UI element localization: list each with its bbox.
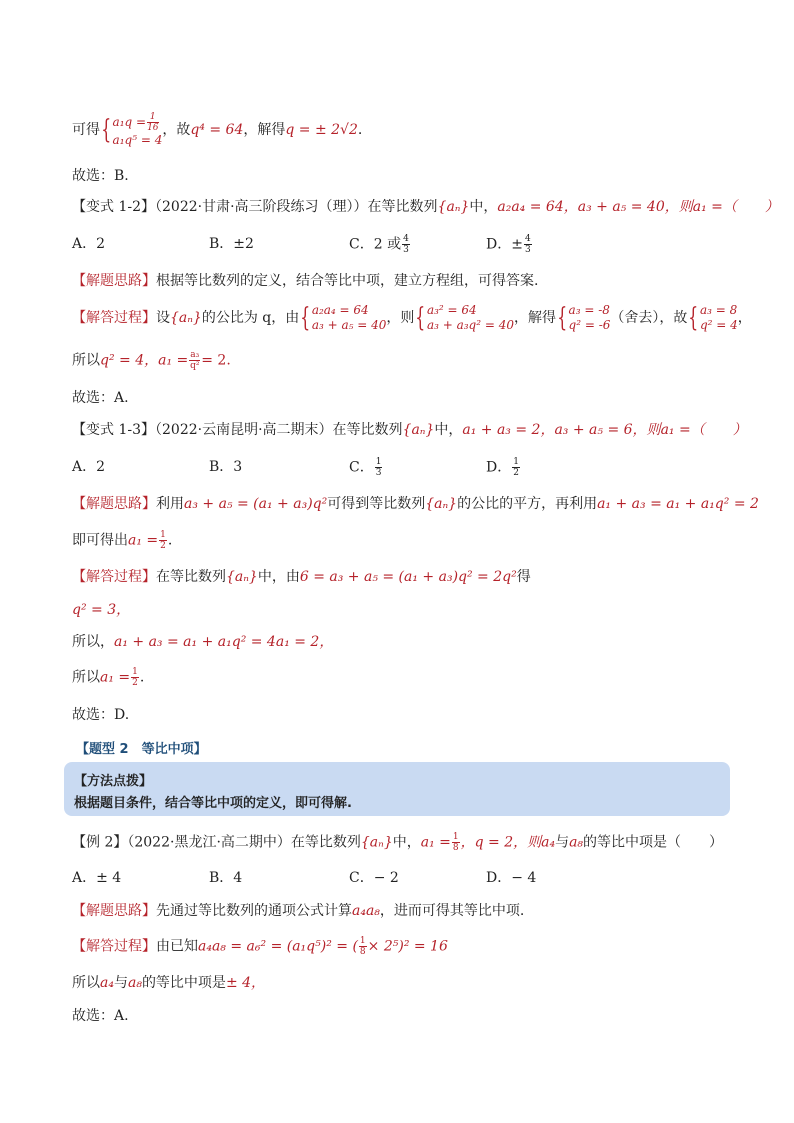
thinking-ex2: 【解题思路】先通过等比数列的通项公式计算a₄a₈，进而可得其等比中项. <box>72 903 525 919</box>
option-a: A．± 4 <box>72 870 122 886</box>
formula: q = ± 2√2 <box>285 122 358 138</box>
option-b: B．±2 <box>209 236 254 252</box>
options-v12 <box>72 234 722 254</box>
solution-v13-2: q² = 3， <box>72 602 131 618</box>
question-v13: 【变式 1-3】（2022·云南昆明·高二期末）在等比数列{aₙ}中，a₁ + a₃ = 2，a₃ + a₅ = 6，则a₁ =（ ） <box>72 422 747 438</box>
option-c: C． $\frac{1}{3}$ <box>349 457 382 478</box>
question-v12: 【变式 1-2】（2022·甘肃·高三阶段练习（理））在等比数列{aₙ}中，a₂a₄ = 64，a₃ + a₅ = 40，则a₁ =（ ） <box>72 199 779 215</box>
option-a: A．2 <box>72 459 106 475</box>
method-tip-box <box>64 762 730 816</box>
fraction: $\frac{1}{16}$ <box>147 112 159 133</box>
solution-ex2: 【解答过程】由已知a₄a₈ = a₆² = (a₁q⁵)² = ( $\frac{1}{8}$ × 2⁵)² = 16 <box>72 936 448 957</box>
formula: q⁴ = 64 <box>190 122 244 138</box>
tip-title: 【方法点拨】 <box>74 774 153 789</box>
solution-v12-2: 所以q² = 4，a₁ = $\frac{\text{a₃}}{\text{q²}}$ = 2. <box>72 350 231 371</box>
solution-ex2-2: 所以a₄与a₈的等比中项是± 4， <box>72 975 266 991</box>
option-d: D．− 4 <box>486 870 537 886</box>
options-ex2 <box>72 868 722 888</box>
text: 可得 <box>72 122 100 138</box>
thinking-v12: 【解题思路】根据等比数列的定义，结合等比中项，建立方程组，可得答案. <box>72 273 539 289</box>
answer-v12: 故选：A. <box>72 390 129 406</box>
solution-v12: 【解答过程】设{aₙ}的公比为 q，由{ a₂a₄ = 64 a₃ + a₅ = 40 ，则{ a₃² = 64 a₃ + a₃q² = 40 ，解得{ a₃ = -8 q² = -6 （舍去），故{ a₃ = 8 q² = 4 ， <box>72 303 752 333</box>
answer-v13: 故选：D. <box>72 707 130 723</box>
option-c: C．2 或 $\frac{4}{3}$ <box>349 234 409 255</box>
option-d: D． $\frac{1}{2}$ <box>486 457 519 478</box>
answer-ex2: 故选：A. <box>72 1008 129 1024</box>
question-tag: 【变式 1-2】 <box>72 199 155 215</box>
option-b: B．4 <box>209 870 243 886</box>
solution-v13-3: 所以，a₁ + a₃ = a₁ + a₁q² = 4a₁ = 2， <box>72 634 334 650</box>
option-b: B．3 <box>209 459 243 475</box>
option-a: A．2 <box>72 236 106 252</box>
solution-v13-4: 所以a₁ = $\frac{1}{2}$ . <box>72 667 145 688</box>
thinking-v13: 【解题思路】利用a₃ + a₅ = (a₁ + a₃)q²可得到等比数列{aₙ}的公比的平方，再利用a₁ + a₃ = a₁ + a₁q² = 2 <box>72 496 759 512</box>
option-c: C．− 2 <box>349 870 399 886</box>
thinking-v13-2: 即可得出a₁ = $\frac{1}{2}$ . <box>72 530 173 551</box>
brace-icon: { <box>101 115 112 145</box>
answer-line: 故选：B. <box>72 168 129 184</box>
section-heading: 【题型 2 等比中项】 <box>76 742 207 757</box>
options-v13 <box>72 457 722 477</box>
equation-system: a₁q = $\frac{1}{16}$ a₁q⁵ = 4 <box>112 112 163 147</box>
option-d: D．± $\frac{4}{3}$ <box>486 234 531 255</box>
solution-v13: 【解答过程】在等比数列{aₙ}中，由6 = a₃ + a₅ = (a₁ + a₃)q² = 2q²得 <box>72 569 531 585</box>
solution-line: 可得{ a₁q = $\frac{1}{16}$ a₁q⁵ = 4 ，故q⁴ = 64，解得q = ± 2√2. <box>72 112 363 147</box>
tip-text: 根据题目条件，结合等比中项的定义，即可得解. <box>74 796 352 811</box>
question-ex2: 【例 2】（2022·黑龙江·高二期中）在等比数列{aₙ}中，a₁ = $\frac{1}{8}$ ，q = 2，则a₄与a₈的等比中项是（ ） <box>72 832 724 853</box>
